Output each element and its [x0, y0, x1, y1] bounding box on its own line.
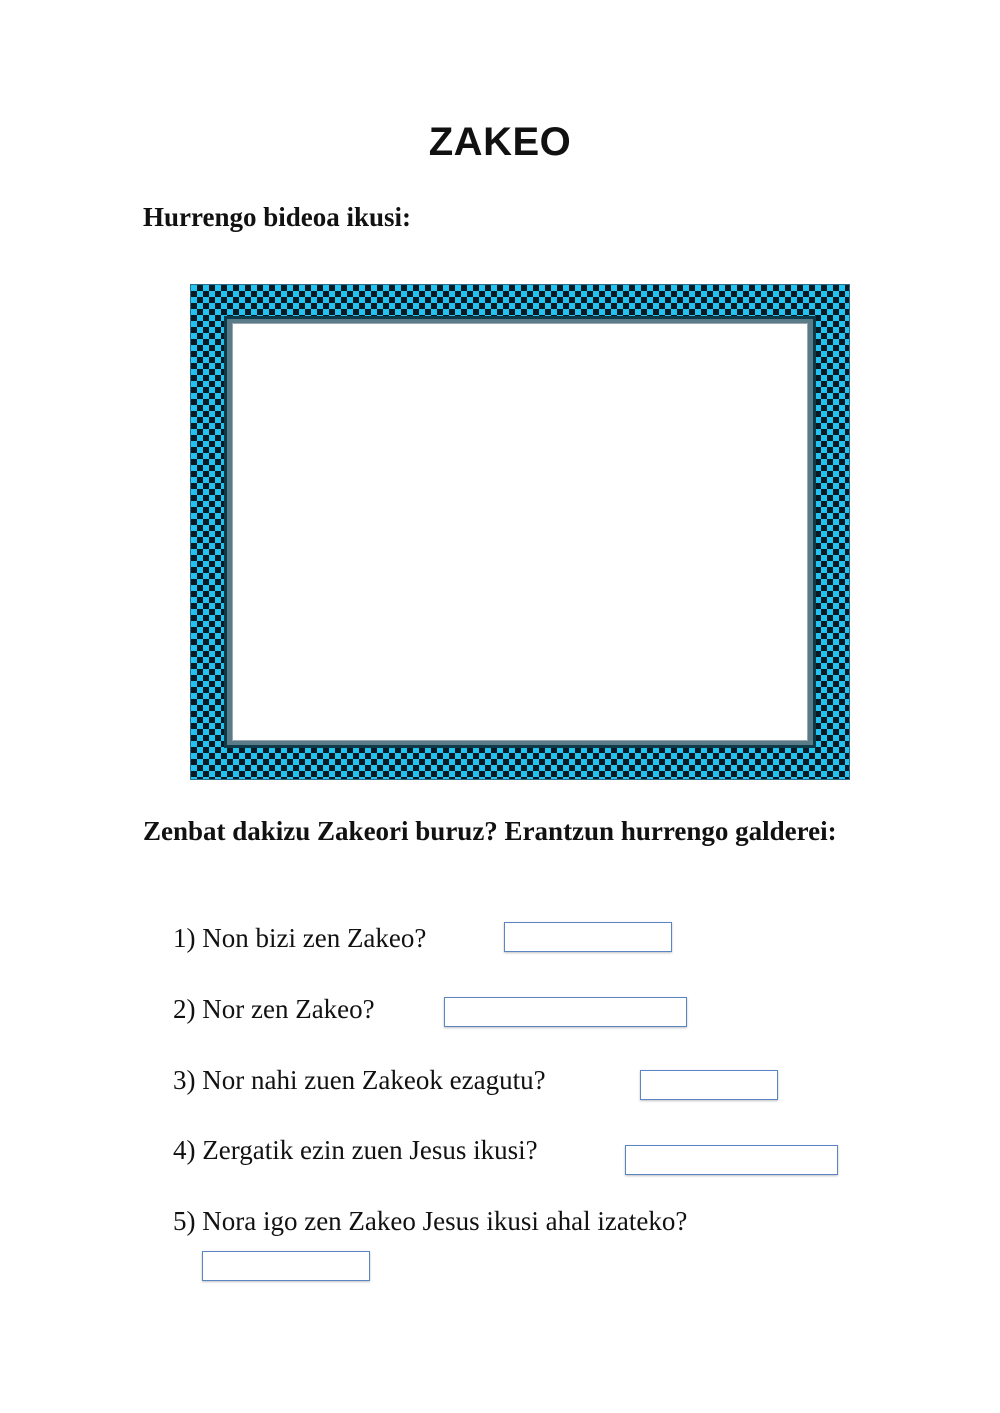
question-3: 3) Nor nahi zuen Zakeok ezagutu? [173, 1065, 546, 1095]
answer-field-1[interactable] [504, 922, 672, 952]
question-5: 5) Nora igo zen Zakeo Jesus ikusi ahal izateko? [173, 1206, 688, 1236]
question-1: 1) Non bizi zen Zakeo? [173, 923, 427, 953]
answer-field-2[interactable] [444, 997, 687, 1027]
video-frame [190, 284, 850, 780]
answer-field-3[interactable] [640, 1070, 778, 1100]
video-heading: Hurrengo bideoa ikusi: [143, 202, 412, 232]
question-2: 2) Nor zen Zakeo? [173, 994, 375, 1024]
page-title: ZAKEO [428, 120, 572, 164]
answer-field-5[interactable] [202, 1251, 370, 1281]
video-player[interactable] [232, 323, 808, 741]
answer-field-4[interactable] [625, 1145, 838, 1175]
question-4: 4) Zergatik ezin zuen Jesus ikusi? [173, 1135, 538, 1165]
quiz-heading: Zenbat dakizu Zakeori buruz? Erantzun hurrengo galderei: [143, 816, 837, 846]
